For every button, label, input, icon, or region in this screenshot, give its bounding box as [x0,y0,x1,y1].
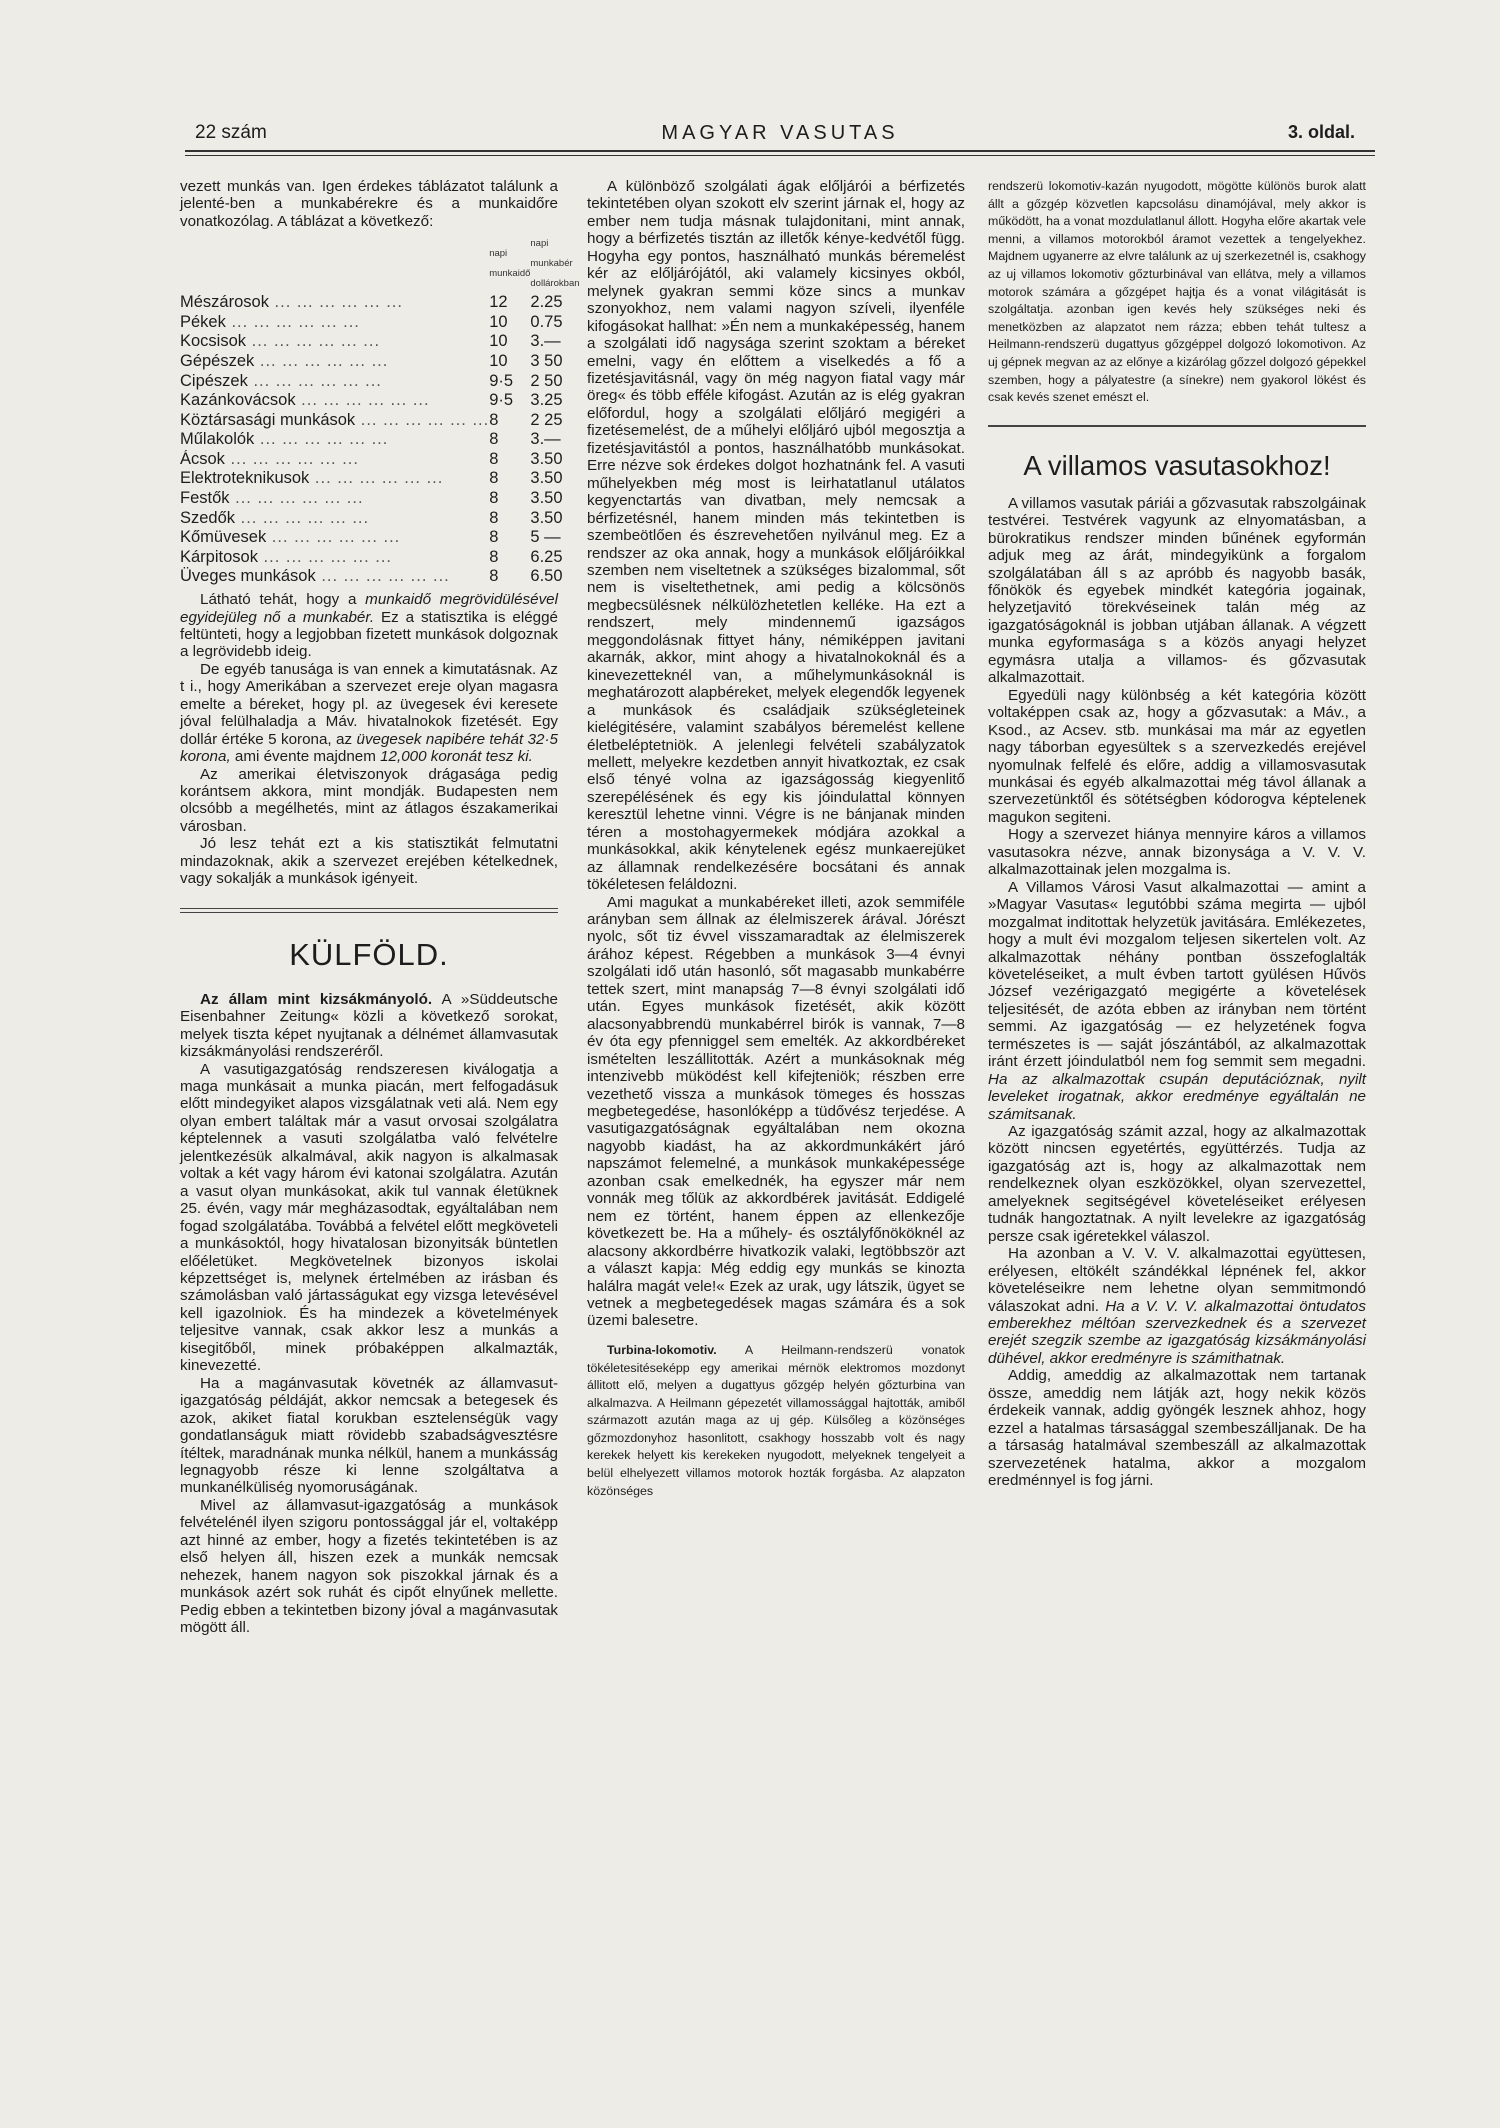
wage-table-row [180,391,580,411]
occupation-name: Műlakolók ... ... ... ... ... ... [180,430,389,449]
wage-table-row [180,469,580,489]
wage-table-row [180,450,580,470]
column-3 [988,178,1366,1490]
page-number: 22 szám [195,122,267,143]
article-paragraph: Az amerikai életviszonyok drágasága pedig korántsem akkora, mint mondják. Budapesten nem olcsóbb a megélhetés, mint az átlagos északamerikai városban. [180,765,558,835]
column-1 [180,178,580,1637]
article-paragraph: Jó lesz tehát ezt a kis statisztikát felmutatni mindazoknak, akik a szervezet erejében kételkednek, vagy sokalják a munkások igényeit. [180,835,558,888]
daily-hours: 10 [489,312,508,331]
wage-table-row [180,509,580,529]
occupation-name: Szedők ... ... ... ... ... ... [180,508,370,527]
wage-table-row [180,293,580,313]
daily-wage: 6.25 [530,547,563,566]
section-divider [180,908,558,913]
occupation-name: Kárpitosok ... ... ... ... ... ... [180,547,392,566]
article-paragraph: De egyéb tanusága is van ennek a kimutatásnak. Az t i., hogy Amerikában a szervezet ereje olyan magasra emelte a béreket, hogy pl. az üvegesek évi keresete jóval felülhaladja a Máv. hivatalnokok fizetését. Egy dollár értéke 5 korona, az üvegesek napibére tehát 32·5 korona, ami évente majdnem 12,000 koronát tesz ki. [180,660,558,766]
section-title: KÜLFÖLD. [289,936,449,972]
article-paragraph: A különböző szolgálati ágak előljárói a bérfizetés tekintetében olyan szokott elv szerint járnak el, hogy az ember nem tudja másnak tulajdonitani, mint annak, hogy a bérfizetés tisztán az illetők kénye-kedvétől függ. Hogyha egy pontos, használható munkás béremelést kér az előljárójától, aki valamely kicsinyes okból, melynek gyakran semmi köze sincs a munkav szonyokhoz, nem valami nagyon szíveli, ilyenféle kifogásokat hallhat: »Én nem a munkaképesség, hanem a szolgálati idő nagysága szerint szoktam a béreket emelni, vagy én előttem a viselkedés a fő a fizetésjavitásnál, vagy ön még nagyon fiatal vagy már öreg« és több efféle kifogást. Azután az is elég gyakran előfordul, hogy a szolgálati előljáró megigéri a fizetésemelést, de a műhelyi előljáró ujból megosztja a fizetésjavitástól a pontos, használhatóbb munkásokat. Erre nézve sok érdekes dolgot hozhatnánk fel. A vasuti műhelyekben még most is leirhatatlanul utálatos kegyenctartás van divatban, mely nemcsak a bérfizetésnél, hanem minden más tekintetben is szembeötlően és észrevehetően nyilvánul meg. Ez a rendszer az oka annak, hogy a munkások előljáróikkal szemben nem viseltetnek a szükséges bizalommal, sőt nem is viseltethetnek, ami pedig a kölcsönös megbecsülésnek nélkülözhetetlen kelléke. Ha ezt a rendszert, mely mindennemű igazságos meggondolásnak fittyet hány, némiképpen javitani akarnák, akkor, mint ahogy a hivatalnokoknál és a kinevezetteknél van, a műhelymunkásoknál is meghatározott alapbéreket, melyek elegendők legyenek a munkások és családjaik szükségleteinek kielégitésére, valamint szabályos béremelést kellene életbeléptetniök. A jelenlegi felvételi szabályzatok mellett, melyekre kezdetben annyit hivatkoztak, ez csak első tényé volna az igazságosság kiegyenlitő szerepélésének és egy kis jóindulattal könnyen keresztül lehetne vinni. Végre is ne bánjanak minden téren a mostohagyermekek módjára azokkal a munkásokkal, akik kénytelenek egész munkaerejüket az államnak rendelkezésére bocsátani és annak tökéletesen feláldozni. [587,178,965,894]
article-paragraph: Addig, ameddig az alkalmazottak nem tartanak össze, ameddig nem látják azt, hogy nekik közös érdekeik vannak, addig gyöngék lesznek ahhoz, hogy ezzel a hatalmas társasággal szembeszálljanak. De ha a társaság hatalmával szembeszáll az alkalmazottak szervezetének hatalma, akkor a mozgalom eredménnyel is fog járni. [988,1367,1366,1490]
occupation-name: Gépészek ... ... ... ... ... ... [180,351,389,370]
news-note-continued: rendszerü lokomotiv-kazán nyugodott, mögötte különös burok alatt állt a gőzgép közvetlen kapcsolásu dinamójával, mely akkor is működött, ha a vonat mozdulatlanul állott. Hogyha előre akartak vele menni, a villamos motorokból áramot vezettek a tengelyekhez. Majdnem ugyanerre az elvre találunk az uj szerkezetnél is, csakhogy az uj villamos lokomotiv gőzturbinával van ellátva, mely a villamos motorok számára a gőzgépet hajtja és a vonat világitását is szolgáltatja. azonban igen kevés hely szükséges neki és menetközben az alapzatot nem rázza; ebben tehát tultesz a Heilmann-rendszerü dugattyus gőzgéppel dolgozó lokomotivon. Az uj gépnek megvan az az előnye a kizárólag gőzzel dolgozó gépekkel szemben, hogy a pályatestre (a sínekre) nem gyakorol lökést és csak kevés szenet emészt el. [988,179,1366,405]
wage-table [180,234,580,587]
article-paragraph: Az igazgatóság számit azzal, hogy az alkalmazottak között nincsen egyetértés, együttérzés. Tudja az igazgatóság azt is, hogy az alkalmazottak nem rendelkeznek olyan eszközökkel, olyan szervezettel, amelyeknek segitségével követeléseiket erélyesen tudnák hangoztatnak. A nyilt levelekre az igazgatóság persze csak igéretekkel válaszol. [988,1123,1366,1245]
wage-table-row [180,548,580,568]
daily-wage: 3.— [530,430,561,449]
occupation-name: Cipészek ... ... ... ... ... ... [180,371,382,390]
occupation-name: Köztársasági munkások ... ... ... ... ... ... [180,410,490,429]
page-header [185,118,1375,152]
masthead-title: MAGYAR VASUTAS [661,122,899,144]
daily-wage: 3.50 [530,449,563,468]
article-paragraph: Hogy a szervezet hiánya mennyire káros a villamos vasutasokra nézve, annak bizonysága a V. V. V. alkalmazottainak jelen mozgalma is. [988,826,1366,879]
daily-hours: 10 [489,332,508,351]
daily-hours: 8 [489,410,499,429]
wage-table-row [180,528,580,548]
occupation-name: Elektroteknikusok ... ... ... ... ... ... [180,469,444,488]
article-title: A villamos vasutasokhoz! [1023,449,1331,481]
daily-hours: 10 [489,351,508,370]
note-lead: Turbina-lokomotiv. [607,1342,717,1357]
daily-hours: 8 [489,567,499,586]
article-paragraph: Ha azonban a V. V. V. alkalmazottai együttesen, erélyesen, eltökélt szándékkal lépnének fel, akkor követeléseikre nem lehetne olyan semmitmondó válaszokat adni. Ha a V. V. V. alkalmazottai öntudatos emberekhez méltóan szervezkednek és a szervezet erejét szegzik szembe az igazgatóság kizsákmányolási dühével, akkor eredményre is számithatnak. [988,1245,1366,1367]
wage-table-row [180,372,580,392]
daily-wage: 2 25 [530,410,563,429]
article-paragraph: A Villamos Városi Vasut alkalmazottai — amint a »Magyar Vasutas« legutóbbi száma megirta — ujból mozgalmat inditottak helyzetük javitására. Emlékezetes, hogy a mult évi mozgalom teljesen sikertelen volt. Az alkalmazottak néhány pontban összefoglalták követeléseiket, a mult évben tartott gyülésen Hűvös József vezérigazgató megigérte a követelések teljesitését, de azóta ebben az irányban nem történt semmi. Az igazgatóság — ez helyzetének fogva természetes is — saját jószántából, az alkalmazottak iránt érzett jóindulatból nem fog semmit sem megadni. Ha az alkalmazottak csupán deputációznak, nyilt leveleket irogatnak, akkor eredménye egyáltalán ne számitsanak. [988,878,1366,1123]
daily-hours: 8 [489,547,499,566]
occupation-name: Mészárosok ... ... ... ... ... ... [180,293,403,312]
wage-table-intro: vezett munkás van. Igen érdekes táblázatot találunk a jelenté-ben a munkabérekre és a munkaidőre vonatkozólag. A táblázat a következő: [180,178,558,230]
article-paragraph: Ha a magánvasutak követnék az államvasut-igazgatóság példáját, akkor nemcsak a betegesek és azok, akiket fiatal korukban esztelenségük vagy gondatlanságuk miatt rövidebb szabadságvesztésre ítéltek, maradnának munka nélkül, hanem a munkásság legnagyobb része ki lenne szolgáltatva a munkanélküliség nyomoruságának. [180,1374,558,1497]
wage-table-row [180,489,580,509]
occupation-name: Ácsok ... ... ... ... ... ... [180,449,359,468]
occupation-name: Üveges munkások ... ... ... ... ... ... [180,567,450,586]
daily-wage: 2.25 [530,293,563,312]
daily-hours: 8 [489,469,499,488]
wage-table-row [180,352,580,372]
daily-wage: 2 50 [530,371,563,390]
article-lead: Az állam mint kizsákmányoló. [200,990,433,1008]
hours-column-header: napi munkaidő [489,248,531,279]
wage-table-row [180,411,580,431]
occupation-name: Festők ... ... ... ... ... ... [180,489,364,508]
daily-wage: 3 50 [530,351,563,370]
wage-table-row [180,567,580,587]
daily-hours: 8 [489,489,499,508]
article-paragraph: A villamos vasutak páriái a gőzvasutak rabszolgáinak testvérei. Testvérek vagyunk az elnyomatásban, a bürokratikus rendszer minden bűnének egyformán adjuk meg az árát, mindegyikünk a forgalom szolgálatában áll s az apróbb és nagyobb basák, főnökök és egyebek mindkét kategória jogainak, helyzetjavitó törekvéseinek talán még az igazgatóságoknál is jobban utjában állanak. A végzett munka egyformasága s a közös anyagi helyzet egymásra utalja a villamos- és gőzvasutak alkalmazottait. [988,494,1366,687]
header-rule [185,150,1375,156]
daily-hours: 9·5 [489,371,514,390]
article-paragraph: Az állam mint kizsákmányoló. A »Süddeutsche Eisenbahner Zeitung« közli a következő sorokat, melyek tiszta képet nyujtanak a délnémet államvasutak kizsákmányolási rendszeréről. [180,990,558,1061]
occupation-name: Kazánkovácsok ... ... ... ... ... ... [180,391,430,410]
daily-wage: 3.50 [530,469,563,488]
news-note: Turbina-lokomotiv. A Heilmann-rendszerü vonatok tökéletesitéseképp egy amerikai mérnök elektromos mozdonyt állitott elő, melyen a dugattyus gőzgép helyén gőzturbina van alkalmazva. A Heilmann gépezetét villamossággal hajtották, amiből származott azután maga az uj gép. Külsőleg a közönséges gőzmozdonyhoz hasonlitott, csakhogy hosszabb volt és nagy kerekek helyett kis kerekeken nyugodott, melyeknek tengelyeit a belül elhelyezett villamos motorok hozták forgásba. Az alapzaton közönséges [587,1342,965,1498]
daily-hours: 9·5 [489,391,514,410]
article-paragraph: A vasutigazgatóság rendszeresen kiválogatja a maga munkásait a munka piacán, mert felfogadásuk előtt mindegyiket alapos vizsgálatnak veti alá. Nem egy olyan embert találtak már a vasut orvosai szolgálatra képtelennek a vasuti szolgálatba való felvételre jelentkezésük alkalmával, akik nagyon is alkalmasak voltak a két vagy három évi katonai szolgálatra. Azután a vasut olyan munkásokat, akik tul vannak életüknek 25. évén, vagy már megházasodtak, egyáltalában nem fogad szolgálatába. Továbbá a felvétel előtt megköveteli a munkásoktól, hogy hivatalosan bizonyitsák büntetlen előéletüket. Megkövetelnek bizonyos iskolai képzettséget is, melynek értelmében az irásban és számolásban való jártasságukat egy vizsga letevésével kell igazolniok. És ha mindezek a követelmények teljesitve vannak, csak akkor lesz a munkás a kisegitőből, minek próbaképpen alkalmazták, kinevezetté. [180,1060,558,1375]
wage-table-header [180,234,580,293]
occupation-name: Kőmüvesek ... ... ... ... ... ... [180,528,401,547]
daily-hours: 8 [489,449,499,468]
article-paragraph: Egyedüli nagy különbség a két kategória között voltaképpen csak az, hogy a gőzvasutak: a Máv., a Ksod., az Acsev. stb. munkásai ma már az egyetlen nagy táborban egyesültek s a szervezkedés erejével nyomulnak felfelé és előre, addig a villamosvasutak munkásai és egyéb alkalmazottai még távol állanak a szervezetünktől és sötétségben kódorogva képtelenek magukon segiteni. [988,686,1366,826]
column-2 [587,178,965,1500]
daily-wage: 0.75 [530,312,563,331]
occupation-name: Pékek ... ... ... ... ... ... [180,312,360,331]
daily-hours: 12 [489,293,508,312]
daily-wage: 3.50 [530,508,563,527]
article-paragraph: Mivel az államvasut-igazgatóság a munkások felvételénél ilyen szigoru pontossággal jár el, voltaképp azt hinné az ember, hogy a fizetés tekintetében is az első helyen áll, hiszen ezek a munkák nemcsak nehezek, hanem nagyon sok piszokkal járnak és a munkások azért sok ruhát és cipőt elnyűnek mellette. Pedig ebben a tekintetben bizony jóval a magánvasutak mögött áll. [180,1496,558,1637]
wage-table-row [180,332,580,352]
article-paragraph: Látható tehát, hogy a munkaidő megrövidülésével egyidejüleg nő a munkabér. Ez a statisztika is eléggé feltünteti, hogy a legjobban fizetett munkások dolgoznak a legrövidebb ideig. [180,591,558,661]
daily-wage: 3.50 [530,489,563,508]
side-label: 3. oldal. [1287,122,1355,142]
daily-hours: 8 [489,508,499,527]
daily-wage: 3.— [530,332,561,351]
daily-wage: 5 — [530,528,561,547]
wage-table-row [180,313,580,333]
wage-table-row [180,430,580,450]
daily-wage: 3.25 [530,391,563,410]
daily-hours: 8 [489,528,499,547]
daily-hours: 8 [489,430,499,449]
article-paragraph: Ami magukat a munkabéreket illeti, azok semmiféle arányban sem állnak az élelmiszerek árával. Jórészt nyolc, sőt tiz évvel visszamaradtak az élelmiszerek árához képest. Régebben a munkások 3—4 évnyi szolgálati idő után hasonló, sőt magasabb munkabérre tettek szert, mint manapság 7—8 évnyi szolgálati idő után. Egyes munkások fizetését, akik között alacsonyabbrendü munkabérrel birók is vannak, 7—8 év óta egy pfenniggel sem emelték. Az akkordbéreket ismételten leszállitották. Azért a munkásoknak még intenzivebb müködést kell kifejteniök; részben erre vezethető vissza a munkások tömeges és hosszas megbetegedése, hasonlóképp a tüdővész terjedése. A vasutigazgatóságnak egyáltalában nem okozna nagyobb kiadást, ha az akkordmunkákért járó napszámot felemelné, a munkások munkaképessége azonban csak emelkednék, ha egyszer már nem vonnák meg tőlük az akkordbérek javitását. Eddigelé nem ez történt, hanem éppen az ellenkezője következett be. Ha a műhely- és osztályfőnököknél az alacsony akkordbérre hivatkozik valaki, legtöbbször azt a választ kapja: Még eddig egy munkás se kinozta halálra magát vele!« Ezek az urak, ugy látszik, ügyet se vetnek a megbetegedések magas számára és a sok üzemi balesetre. [587,893,965,1330]
occupation-name: Kocsisok ... ... ... ... ... ... [180,332,381,351]
section-divider [988,425,1366,427]
daily-wage: 6.50 [530,567,563,586]
wage-column-header: napi munkabér dollárokban [530,238,580,289]
